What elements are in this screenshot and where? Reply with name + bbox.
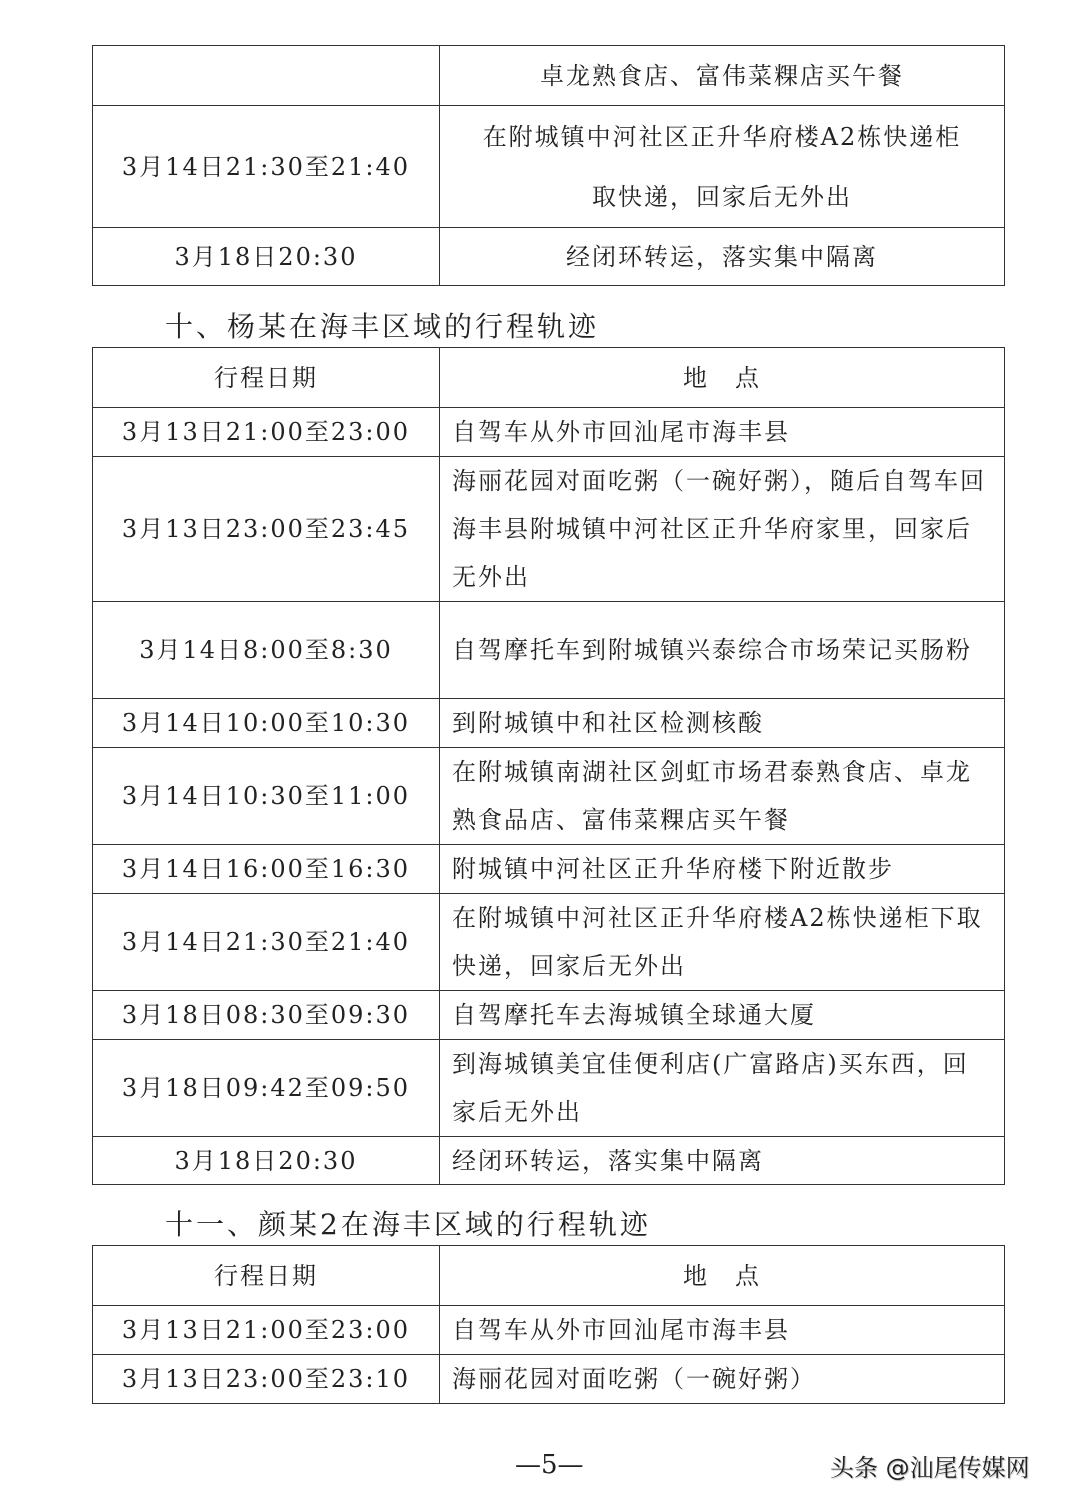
date-cell: 3月18日09:42至09:50	[93, 1040, 440, 1137]
table-header-row	[93, 348, 1005, 408]
date-cell: 3月18日20:30	[93, 1137, 440, 1185]
table-row	[93, 845, 1005, 894]
table-row	[93, 228, 1005, 286]
date-cell: 3月13日21:00至23:00	[93, 1306, 440, 1355]
section-heading: 十一、颜某2在海丰区域的行程轨迹	[165, 1208, 651, 1241]
date-cell: 3月14日16:00至16:30	[93, 845, 440, 894]
date-cell: 3月18日20:30	[93, 228, 440, 286]
date-cell	[93, 46, 440, 106]
date-cell: 3月14日8:00至8:30	[93, 602, 440, 699]
place-cell: 经闭环转运，落实集中隔离	[440, 1137, 1005, 1185]
date-column-header: 行程日期	[93, 348, 440, 408]
place-line: 取快递，回家后无外出	[592, 182, 852, 211]
table-row	[93, 1040, 1005, 1137]
place-cell: 自驾摩托车到附城镇兴泰综合市场荣记买肠粉	[440, 602, 1005, 699]
table-row	[93, 699, 1005, 748]
table-row	[93, 602, 1005, 699]
table-row	[93, 1306, 1005, 1355]
place-column-header: 地 点	[440, 1246, 1005, 1306]
table-row	[93, 408, 1005, 457]
page-number: —5—	[515, 1450, 584, 1480]
date-cell: 3月13日23:00至23:10	[93, 1355, 440, 1404]
place-cell: 到海城镇美宜佳便利店(广富路店)买东西，回家后无外出	[440, 1040, 1005, 1137]
table-row	[93, 106, 1005, 228]
date-cell: 3月13日21:00至23:00	[93, 408, 440, 457]
place-cell: 在附城镇中河社区正升华府楼A2栋快递柜下取快递，回家后无外出	[440, 894, 1005, 991]
table-row	[93, 1355, 1005, 1404]
place-cell: 到附城镇中和社区检测核酸	[440, 699, 1005, 748]
table-row	[93, 748, 1005, 845]
date-cell: 3月14日21:30至21:40	[93, 106, 440, 228]
place-cell: 经闭环转运，落实集中隔离	[440, 228, 1005, 286]
table-row	[93, 894, 1005, 991]
place-cell: 自驾摩托车去海城镇全球通大厦	[440, 991, 1005, 1040]
table-row	[93, 457, 1005, 602]
place-cell: 附城镇中河社区正升华府楼下附近散步	[440, 845, 1005, 894]
place-column-header: 地 点	[440, 348, 1005, 408]
table-row	[93, 1137, 1005, 1185]
section-heading: 十、杨某在海丰区域的行程轨迹	[165, 310, 600, 343]
date-cell: 3月14日10:00至10:30	[93, 699, 440, 748]
table-row	[93, 46, 1005, 106]
table-header-row	[93, 1246, 1005, 1306]
continued-itinerary-table	[92, 45, 1005, 286]
place-cell	[440, 106, 1005, 228]
place-cell: 在附城镇南湖社区剑虹市场君泰熟食店、卓龙熟食品店、富伟菜粿店买午餐	[440, 748, 1005, 845]
date-cell: 3月14日10:30至11:00	[93, 748, 440, 845]
place-cell: 自驾车从外市回汕尾市海丰县	[440, 408, 1005, 457]
place-cell: 海丽花园对面吃粥（一碗好粥），随后自驾车回海丰县附城镇中河社区正升华府家里，回家后无外出	[440, 457, 1005, 602]
source-watermark: 头条 @汕尾传媒网	[830, 1454, 1030, 1482]
place-cell: 自驾车从外市回汕尾市海丰县	[440, 1306, 1005, 1355]
date-cell: 3月18日08:30至09:30	[93, 991, 440, 1040]
place-cell: 海丽花园对面吃粥（一碗好粥）	[440, 1355, 1005, 1404]
place-cell: 卓龙熟食店、富伟菜粿店买午餐	[440, 46, 1005, 106]
yang-itinerary-table	[92, 347, 1005, 1185]
date-cell: 3月14日21:30至21:40	[93, 894, 440, 991]
date-cell: 3月13日23:00至23:45	[93, 457, 440, 602]
table-row	[93, 991, 1005, 1040]
place-line: 在附城镇中河社区正升华府楼A2栋快递柜	[482, 122, 962, 151]
yan-itinerary-table	[92, 1245, 1005, 1404]
date-column-header: 行程日期	[93, 1246, 440, 1306]
